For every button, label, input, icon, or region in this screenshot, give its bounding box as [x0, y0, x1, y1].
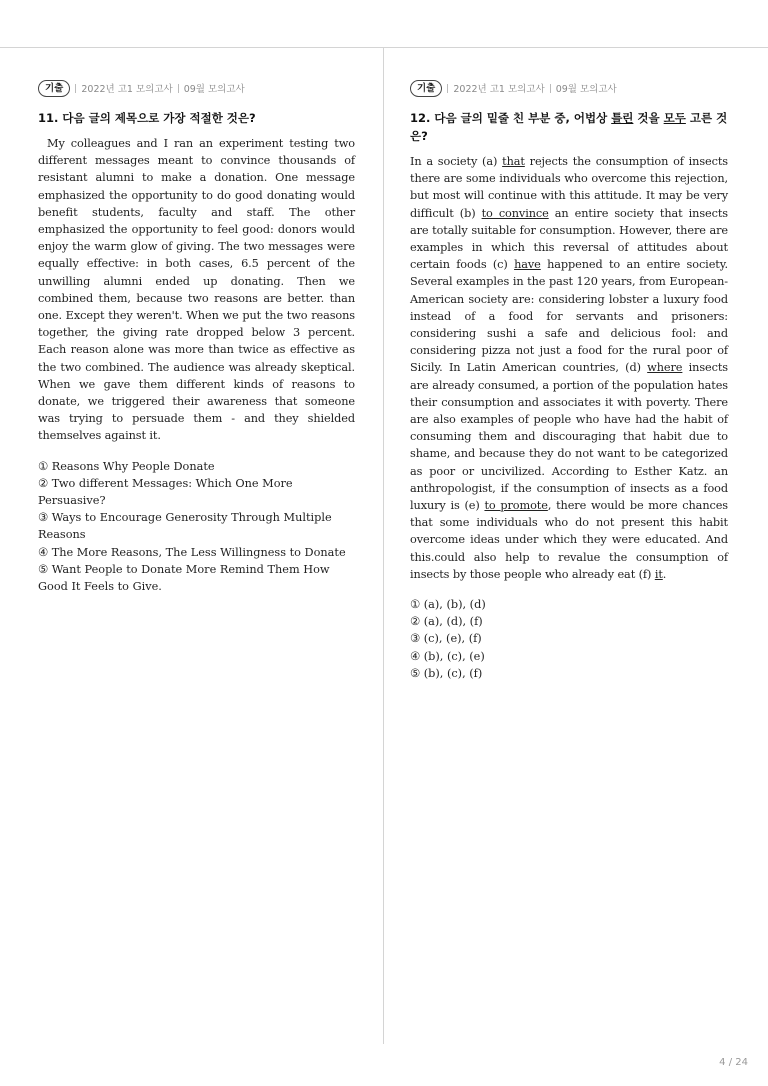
question-12-title	[410, 109, 728, 145]
exam-year: 2022년 고1 모의고사	[81, 84, 173, 95]
meta-separator	[75, 84, 76, 93]
question-11-options	[38, 458, 355, 596]
passage-text: .	[662, 567, 667, 581]
passage-text: insects are already consumed, a portion of the population hates their consumption and associates it with poverty. There are also examples of people who have had the habit of consuming them and discouraging that habit due to shame, and because they do not want to be categorized as poor or uncivilized. According to Esther Katz. an anthropologist, if the consumption of insects as a food luxury is (e)	[410, 361, 728, 513]
underlined-part-d: where	[647, 361, 683, 375]
underlined-part-c: have	[514, 258, 541, 272]
title-text: 12. 다음 글의 밑줄 친 부분 중, 어법상	[410, 111, 612, 125]
answer-option[interactable]: ④ The More Reasons, The Less Willingness to Donate	[38, 545, 346, 559]
answer-option[interactable]: ② (a), (d), (f)	[410, 615, 483, 629]
question-11	[38, 79, 355, 595]
answer-option[interactable]: ⑤ Want People to Donate More Remind Them How Good It Feels to Give.	[38, 562, 330, 594]
answer-option[interactable]: ⑤ (b), (c), (f)	[410, 666, 483, 680]
passage-text: rejects the consumption of insects there are some individuals who overcome this rejection, but most will continue with this attitude. It may be very difficult (b)	[410, 155, 728, 220]
exam-month: 09월 모의고사	[555, 84, 617, 95]
question-11-title: 11. 다음 글의 제목으로 가장 적절한 것은?	[38, 111, 256, 125]
answer-option[interactable]: ③ Ways to Encourage Generosity Through Multiple Reasons	[38, 511, 332, 542]
title-underlined-word: 모두	[663, 111, 686, 125]
column-divider	[383, 48, 384, 1044]
underlined-part-a: that	[502, 155, 525, 168]
meta-separator	[550, 84, 551, 93]
answer-option[interactable]: ③ (c), (e), (f)	[410, 632, 482, 646]
past-exam-badge: 기출	[38, 80, 70, 97]
passage-text: , there would be more chances that some individuals who do not present this habit overcome ideas under which they were educated. And this.could also help to revalue the consumption of insects by those people who already eat (f)	[410, 499, 729, 581]
answer-option[interactable]: ④ (b), (c), (e)	[410, 649, 485, 663]
exam-month: 09월 모의고사	[183, 84, 245, 95]
question-11-passage: My colleagues and I ran an experiment testing two different messages meant to convince thousands of resistant alumni to make a donation. One message emphasized the opportunity to do good donating would benefit students, faculty and staff. The other emphasized the opportunity to feel good: donors would enjoy the warm glow of giving. The two messages were equally effective: in both cases, 6.5 percent of the unwilling alumni ended up donating. Then we combined them, because two reasons are better. than one. Except they weren't. When we put the two reasons together, the giving rate dropped below 3 percent. Each reason alone was more than twice as effective as the two combined. The audience was already skeptical. When we gave them different kinds of reasons to donate, we triggered their awareness that someone was trying to persuade them - and they shielded themselves against it.	[38, 137, 355, 443]
answer-option[interactable]: ② Two different Messages: Which One More Persuasive?	[38, 476, 293, 508]
underlined-part-b: to convince	[481, 206, 549, 220]
answer-option[interactable]: ① (a), (b), (d)	[410, 598, 486, 612]
question-11-meta	[38, 79, 355, 97]
exam-year: 2022년 고1 모의고사	[453, 84, 545, 95]
question-12	[410, 79, 728, 682]
question-12-options	[410, 596, 728, 682]
page-number: 4 / 24	[719, 1057, 748, 1068]
title-text: 고른 것은?	[410, 111, 728, 143]
header-divider	[0, 47, 768, 48]
passage-text: In a society (a)	[410, 155, 503, 168]
answer-option[interactable]: ① Reasons Why People Donate	[38, 459, 215, 473]
underlined-part-e: to promote	[484, 499, 548, 513]
past-exam-badge: 기출	[410, 80, 442, 97]
title-underlined-word: 틀린	[611, 111, 634, 125]
underlined-part-f: it	[654, 567, 663, 581]
passage-text: happened to an entire society. Several examples in the past 120 years, from European-American society are: considering lobster a luxury food instead of a food for servants and prisoners: considering sushi a safe and delicious fool: and considering pizza not just a food for the rural poor of Sicily. In Latin American countries, (d)	[410, 258, 728, 375]
meta-separator	[178, 84, 179, 93]
title-text: 것을	[633, 111, 664, 125]
question-12-meta	[410, 79, 728, 97]
passage-text: an entire society that insects are totally suitable for consumption. However, there are examples in which this reversal of attitudes about certain foods (c)	[410, 206, 728, 272]
question-12-passage	[410, 153, 728, 583]
meta-separator	[447, 84, 448, 93]
